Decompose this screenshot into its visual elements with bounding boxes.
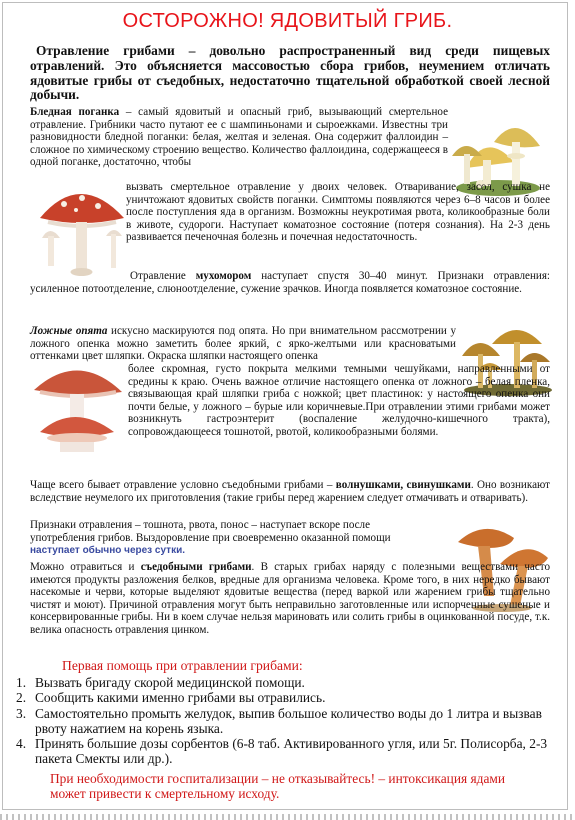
first-aid-item: 3. Самостоятельно промыть желудок, выпив большое количество воды до 1 литра и вызвав рвоту нажатием на корень языка.: [16, 705, 542, 736]
first-aid-list: [10, 675, 550, 767]
first-aid-title: Первая помощь при отравлении грибами:: [62, 658, 303, 673]
conditional-names: волнушками, свинушками: [335, 479, 471, 491]
fly-agaric-prefix: Отравление: [130, 270, 186, 282]
conditional-text: Чаще всего бывает отравление условно съедобными грибами –: [30, 479, 333, 491]
false-honey-text-bottom: более скромная, густо покрыта мелкими темными чешуйками, направленными от средины к краю. Очень важное отличие настоящего опенка от ложного – белая пленка, связывающая край шляпки гриба с ножкой; цвет пластинок: у настоящего опенка они почти белые, у ложного – бурые или коричневые.При отравлении этими грибами может возникнуть гастроэнтерит (воспаление желудочно-кишечного тракта), сопровождающееся тошнотой, рвотой, коликообразными болями.: [128, 363, 550, 438]
intro-paragraph: Отравление грибами – довольно распространенный вид среди пищевых отравлений. Это объясняется массовостью сбора грибов, неумением отличать ядовитые грибы от съедобных, недостаточно тщательной обработкой своей лесной добычи.: [30, 43, 550, 103]
fly-agaric-paragraph: [30, 270, 550, 295]
pale-toadstool-bottom: [126, 181, 550, 244]
symptoms-blue-note: наступает обычно через сутки.: [30, 545, 185, 557]
pale-toadstool-top: [30, 106, 448, 169]
symptoms-text: Признаки отравления – тошнота, рвота, понос – наступает вскоре после употребления грибов. Выздоровление при своевременно оказанной помощи: [30, 519, 391, 544]
edible-paragraph: [30, 561, 550, 637]
first-aid-item: 1. Вызвать бригаду скорой медицинской помощи.: [16, 675, 305, 690]
edible-text: . В старых грибах наряду с полезными веществами часто имеются продукты разложения белков, вредные для организма человека. Кроме того, в них нередко бывают насекомые и черви, которые выделяют ядовитые вещества (перед варкой или жарением грибы тщательно чистят и моют). Причиной отравления могут быть неправильно заготовленные или испорченные сушеные и консервированные грибы. Ни в коем случае нельзя мариновать или солить грибы в оцинкованной посуде, т.к. велика опасность отравления цинком.: [30, 561, 550, 636]
false-honey-bottom: [128, 363, 550, 439]
edible-name: съедобными грибами: [140, 561, 252, 573]
false-honey-name: Ложные опята: [30, 325, 108, 337]
edible-prefix: Можно отравиться и: [30, 561, 135, 573]
page-title: ОСТОРОЖНО! ЯДОВИТЫЙ ГРИБ.: [122, 10, 453, 32]
conditional-rest: . Оно возникают вследствие неумелого их приготовления (такие грибы перед жарением следует отмачивать и отваривать).: [30, 479, 550, 504]
pale-toadstool-text-bottom: вызвать смертельное отравление у двоих человек. Отваривание, засол, сушка не уничтожают ядовитых свойств поганки. Симптомы появляются через 6–8 часов и более после поступления яда в организм. Возможны неукротимая рвота, коликообразные боли в животе, судороги. Наступает коматозное состояние (потеря сознания). На 2-3 день развивается печеночная болезнь и почечная недостаточность.: [126, 181, 550, 244]
fly-agaric-name: мухомором: [195, 270, 252, 282]
russula-image: [30, 358, 126, 454]
fly-agaric-image: [34, 178, 130, 276]
fly-agaric-text: наступает спустя 30–40 минут. Признаки отравления: усиленное потоотделение, слюноотделение, сужение зрачков. Иногда появляется коматозное состояние.: [30, 270, 550, 295]
symptoms-paragraph: [30, 519, 398, 558]
hospitalization-warning: При необходимости госпитализации – не отказывайтесь! – интоксикация ядами может привести к смертельному исходу.: [50, 771, 506, 802]
first-aid-item: 4. Принять большие дозы сорбентов (6-8 таб. Активированного угля, или 5г. Полисорба, 2-3 пакета Смекты или др.).: [16, 736, 548, 767]
pale-toadstool-name: Бледная поганка: [30, 106, 120, 118]
conditional-paragraph: [30, 479, 550, 504]
false-honey-text-top: искусно маскируются под опята. Но при внимательном рассмотрении у ложного опенка можно заметить более яркий, с ярко-желтыми или красноватыми оттенками цвет шляпки. Окраска шляпки настоящего опенка: [30, 325, 456, 363]
page-bottom-edge: [0, 814, 575, 820]
pale-toadstool-text-top: – самый ядовитый и опасный гриб, вызывающий смертельное отравление. Грибники часто путают ее с шампиньонами и сыроежками. Известны три разновидности бледной поганки: белая, желтая и зеленая. Она содержит фаллоидин – сложное по химическому строению вещество. Количество фаллоидина, содержащееся в одной поганке, достаточно, чтобы: [30, 106, 448, 169]
first-aid-item: 2. Сообщить какими именно грибами вы отравились.: [16, 690, 326, 706]
